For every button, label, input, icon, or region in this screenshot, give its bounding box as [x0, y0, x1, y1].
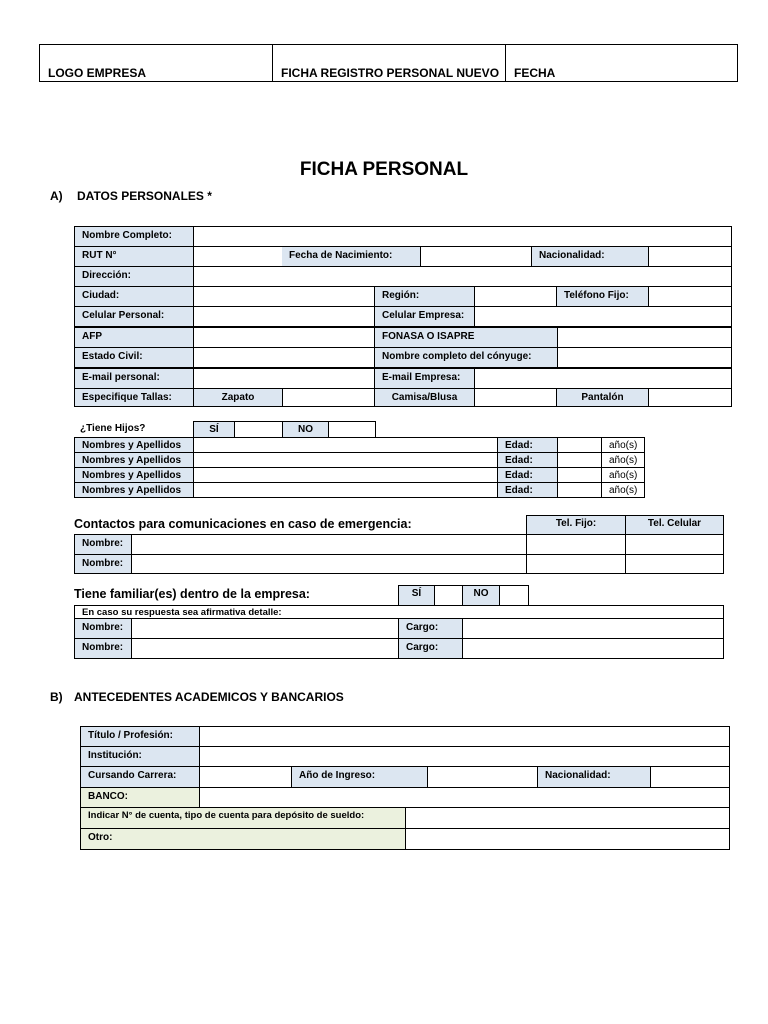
child-1-age-label: Edad:	[497, 437, 558, 453]
page-title: FICHA PERSONAL	[299, 159, 469, 180]
studying-label: Cursando Carrera:	[80, 766, 200, 788]
pants-field[interactable]	[648, 388, 732, 407]
account-label: Indicar N° de cuenta, tipo de cuenta para depósito de sueldo:	[80, 807, 406, 829]
bank-field[interactable]	[199, 787, 730, 808]
child-2-name-field[interactable]	[193, 452, 498, 468]
spouse-name-label: Nombre completo del cónyuge:	[374, 347, 558, 368]
b-nationality-field[interactable]	[650, 766, 730, 788]
shirt-label: Camisa/Blusa	[374, 388, 475, 407]
children-yes-box[interactable]	[234, 421, 283, 438]
full-name-field[interactable]	[193, 226, 732, 247]
city-field[interactable]	[193, 286, 375, 307]
address-field[interactable]	[193, 266, 732, 287]
nationality-field[interactable]	[648, 246, 732, 267]
shoe-field[interactable]	[282, 388, 375, 407]
child-4-name-field[interactable]	[193, 482, 498, 498]
relative-1-name-label: Nombre:	[74, 618, 132, 639]
emergency-2-landline-field[interactable]	[526, 554, 626, 574]
institution-field[interactable]	[199, 746, 730, 767]
birth-date-field[interactable]	[420, 246, 532, 267]
relative-1-role-label: Cargo:	[398, 618, 463, 639]
relative-1-name-field[interactable]	[131, 618, 399, 639]
relative-2-name-label: Nombre:	[74, 638, 132, 659]
child-1-name-field[interactable]	[193, 437, 498, 453]
afp-label: AFP	[74, 327, 194, 348]
nationality-label: Nacionalidad:	[531, 246, 649, 267]
birth-date-label: Fecha de Nacimiento:	[282, 246, 421, 267]
emergency-heading: Contactos para comunicaciones en caso de emergencia:	[74, 517, 412, 531]
emergency-1-cell-field[interactable]	[625, 534, 724, 555]
afp-field[interactable]	[193, 327, 375, 348]
personal-email-field[interactable]	[193, 368, 375, 389]
child-3-name-label: Nombres y Apellidos	[74, 467, 194, 483]
form-name-cell	[272, 44, 506, 82]
emergency-1-name-label: Nombre:	[74, 534, 132, 555]
region-field[interactable]	[474, 286, 557, 307]
emergency-landline-header: Tel. Fijo:	[526, 515, 626, 535]
degree-field[interactable]	[199, 726, 730, 747]
section-b-letter: B)	[50, 690, 63, 704]
date-text: FECHA	[514, 66, 556, 80]
relatives-heading: Tiene familiar(es) dentro de la empresa:	[74, 587, 310, 601]
child-3-age-field[interactable]	[557, 467, 602, 483]
form-name-text: FICHA REGISTRO PERSONAL NUEVO	[281, 66, 500, 80]
shoe-label: Zapato	[193, 388, 283, 407]
child-2-unit: año(s)	[601, 452, 645, 468]
child-1-age-field[interactable]	[557, 437, 602, 453]
institution-label: Institución:	[80, 746, 200, 767]
relative-2-role-field[interactable]	[462, 638, 724, 659]
landline-label: Teléfono Fijo:	[556, 286, 649, 307]
logo-cell	[39, 44, 273, 82]
date-cell	[505, 44, 738, 82]
bank-label: BANCO:	[80, 787, 200, 808]
children-yes-label: SÍ	[193, 421, 235, 438]
degree-label: Título / Profesión:	[80, 726, 200, 747]
emergency-2-name-label: Nombre:	[74, 554, 132, 574]
company-cell-field[interactable]	[474, 306, 732, 327]
region-label: Región:	[374, 286, 475, 307]
relative-1-role-field[interactable]	[462, 618, 724, 639]
child-3-unit: año(s)	[601, 467, 645, 483]
other-field[interactable]	[405, 828, 730, 850]
company-cell-label: Celular Empresa:	[374, 306, 475, 327]
child-4-age-label: Edad:	[497, 482, 558, 498]
personal-email-label: E-mail personal:	[74, 368, 194, 389]
relative-2-role-label: Cargo:	[398, 638, 463, 659]
child-3-name-field[interactable]	[193, 467, 498, 483]
company-email-field[interactable]	[474, 368, 732, 389]
studying-field[interactable]	[199, 766, 292, 788]
health-field[interactable]	[557, 327, 732, 348]
relatives-yes-label: SÍ	[398, 585, 435, 606]
child-1-name-label: Nombres y Apellidos	[74, 437, 194, 453]
children-question: ¿Tiene Hijos?	[80, 423, 146, 434]
children-no-label: NO	[282, 421, 329, 438]
emergency-2-cell-field[interactable]	[625, 554, 724, 574]
shirt-field[interactable]	[474, 388, 557, 407]
emergency-2-name-field[interactable]	[131, 554, 527, 574]
entry-year-label: Año de Ingreso:	[291, 766, 428, 788]
child-1-unit: año(s)	[601, 437, 645, 453]
spouse-name-field[interactable]	[557, 347, 732, 368]
child-2-age-label: Edad:	[497, 452, 558, 468]
child-4-age-field[interactable]	[557, 482, 602, 498]
child-2-age-field[interactable]	[557, 452, 602, 468]
personal-cell-label: Celular Personal:	[74, 306, 194, 327]
emergency-cell-header: Tel. Celular	[625, 515, 724, 535]
relative-2-name-field[interactable]	[131, 638, 399, 659]
personal-cell-field[interactable]	[193, 306, 375, 327]
child-4-name-label: Nombres y Apellidos	[74, 482, 194, 498]
sizes-label: Especifique Tallas:	[74, 388, 194, 407]
relatives-no-label: NO	[462, 585, 500, 606]
address-label: Dirección:	[74, 266, 194, 287]
other-label: Otro:	[80, 828, 406, 850]
relatives-detail-note: En caso su respuesta sea afirmativa detalle:	[74, 605, 724, 619]
rut-label: RUT N°	[74, 246, 194, 267]
section-a-letter: A)	[50, 189, 63, 203]
civil-status-field[interactable]	[193, 347, 375, 368]
account-field[interactable]	[405, 807, 730, 829]
child-2-name-label: Nombres y Apellidos	[74, 452, 194, 468]
children-no-box[interactable]	[328, 421, 376, 438]
relatives-no-box[interactable]	[499, 585, 529, 606]
child-4-unit: año(s)	[601, 482, 645, 498]
emergency-1-name-field[interactable]	[131, 534, 527, 555]
section-b-heading: ANTECEDENTES ACADEMICOS Y BANCARIOS	[74, 690, 344, 704]
logo-text: LOGO EMPRESA	[48, 66, 147, 80]
civil-status-label: Estado Civil:	[74, 347, 194, 368]
company-email-label: E-mail Empresa:	[374, 368, 475, 389]
rut-field[interactable]	[193, 246, 283, 267]
full-name-label: Nombre Completo:	[74, 226, 194, 247]
landline-field[interactable]	[648, 286, 732, 307]
health-label: FONASA O ISAPRE	[374, 327, 558, 348]
city-label: Ciudad:	[74, 286, 194, 307]
relatives-yes-box[interactable]	[434, 585, 463, 606]
b-nationality-label: Nacionalidad:	[537, 766, 651, 788]
section-a-heading: DATOS PERSONALES *	[77, 189, 212, 203]
child-3-age-label: Edad:	[497, 467, 558, 483]
emergency-1-landline-field[interactable]	[526, 534, 626, 555]
pants-label: Pantalón	[556, 388, 649, 407]
entry-year-field[interactable]	[427, 766, 538, 788]
